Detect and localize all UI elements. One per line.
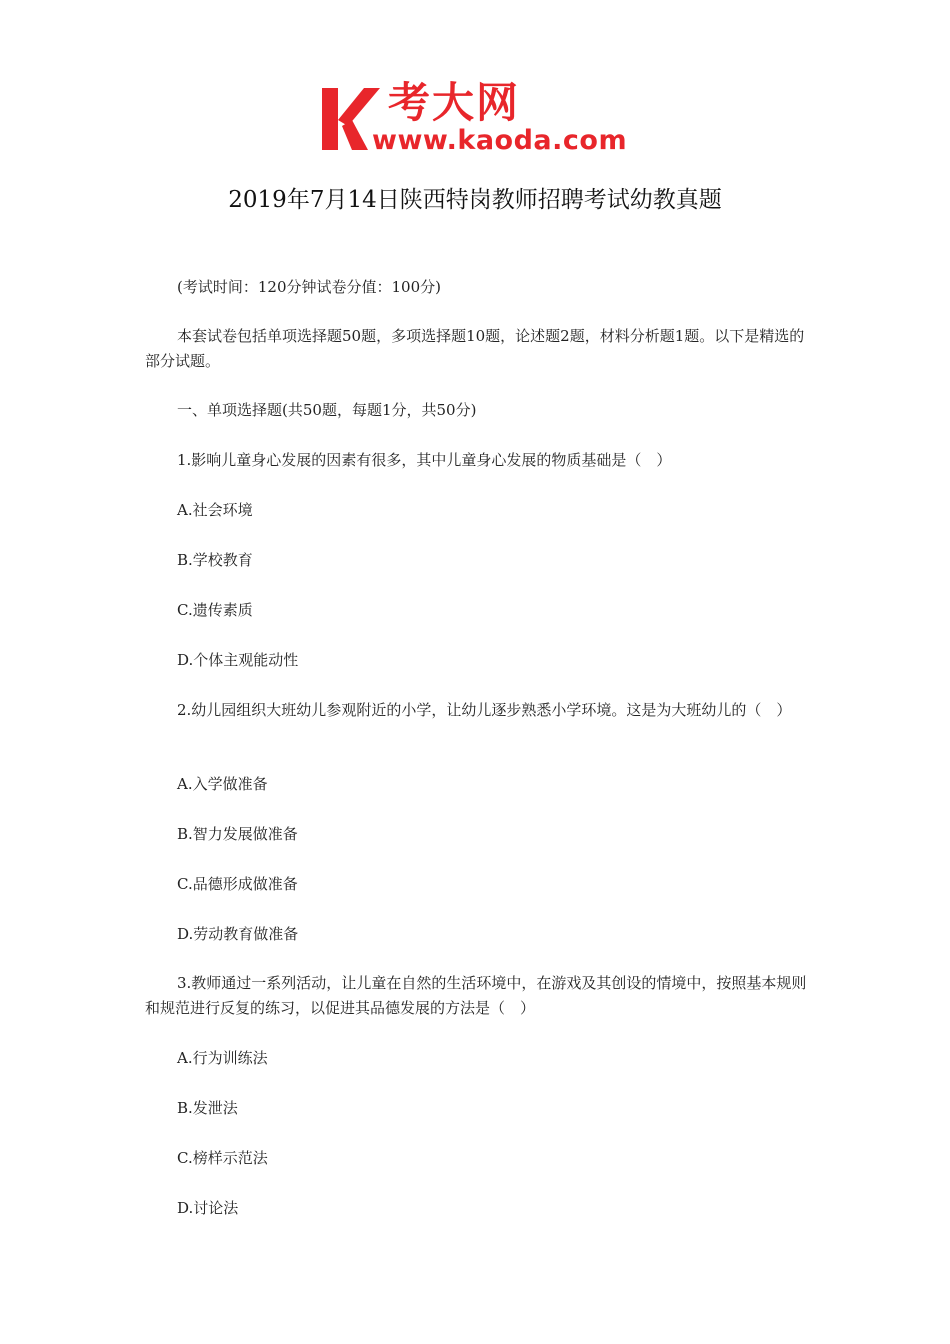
option-b: B.学校教育: [177, 551, 253, 569]
option-b: B.发泄法: [177, 1099, 238, 1117]
exam-info: (考试时间：120分钟试卷分值：100分): [177, 278, 441, 296]
intro-paragraph: 本套试卷包括单项选择题50题，多项选择题10题，论述题2题，材料分析题1题。以下是精选的部分试题。: [145, 327, 805, 370]
option-a: A.社会环境: [177, 501, 253, 519]
option-d: D.劳动教育做准备: [177, 925, 299, 943]
option-b: B.智力发展做准备: [177, 825, 298, 843]
option-a: A.入学做准备: [177, 775, 268, 793]
option-a: A.行为训练法: [177, 1049, 268, 1067]
kaoda-logo: [318, 80, 638, 160]
option-d: D.讨论法: [177, 1199, 239, 1217]
k-logo-icon: [318, 86, 380, 152]
option-c: C.品德形成做准备: [177, 875, 298, 893]
option-c: C.遗传素质: [177, 601, 253, 619]
page-title: 2019年7月14日陕西特岗教师招聘考试幼教真题: [228, 187, 722, 213]
logo-brand-url: www.kaoda.com: [372, 125, 628, 156]
question-stem: 3.教师通过一系列活动，让儿童在自然的生活环境中，在游戏及其创设的情境中，按照基本规则和规范进行反复的练习，以促进其品德发展的方法是（ ）: [145, 974, 807, 1017]
question-stem: 1.影响儿童身心发展的因素有很多，其中儿童身心发展的物质基础是（ ）: [177, 451, 672, 469]
section-heading: 一、单项选择题(共50题，每题1分，共50分): [177, 401, 477, 419]
option-d: D.个体主观能动性: [177, 651, 299, 669]
question-stem: 2.幼儿园组织大班幼儿参观附近的小学，让幼儿逐步熟悉小学环境。这是为大班幼儿的（ ）: [177, 701, 792, 719]
option-c: C.榜样示范法: [177, 1149, 268, 1167]
logo-brand-chinese: 考大网: [388, 78, 521, 127]
